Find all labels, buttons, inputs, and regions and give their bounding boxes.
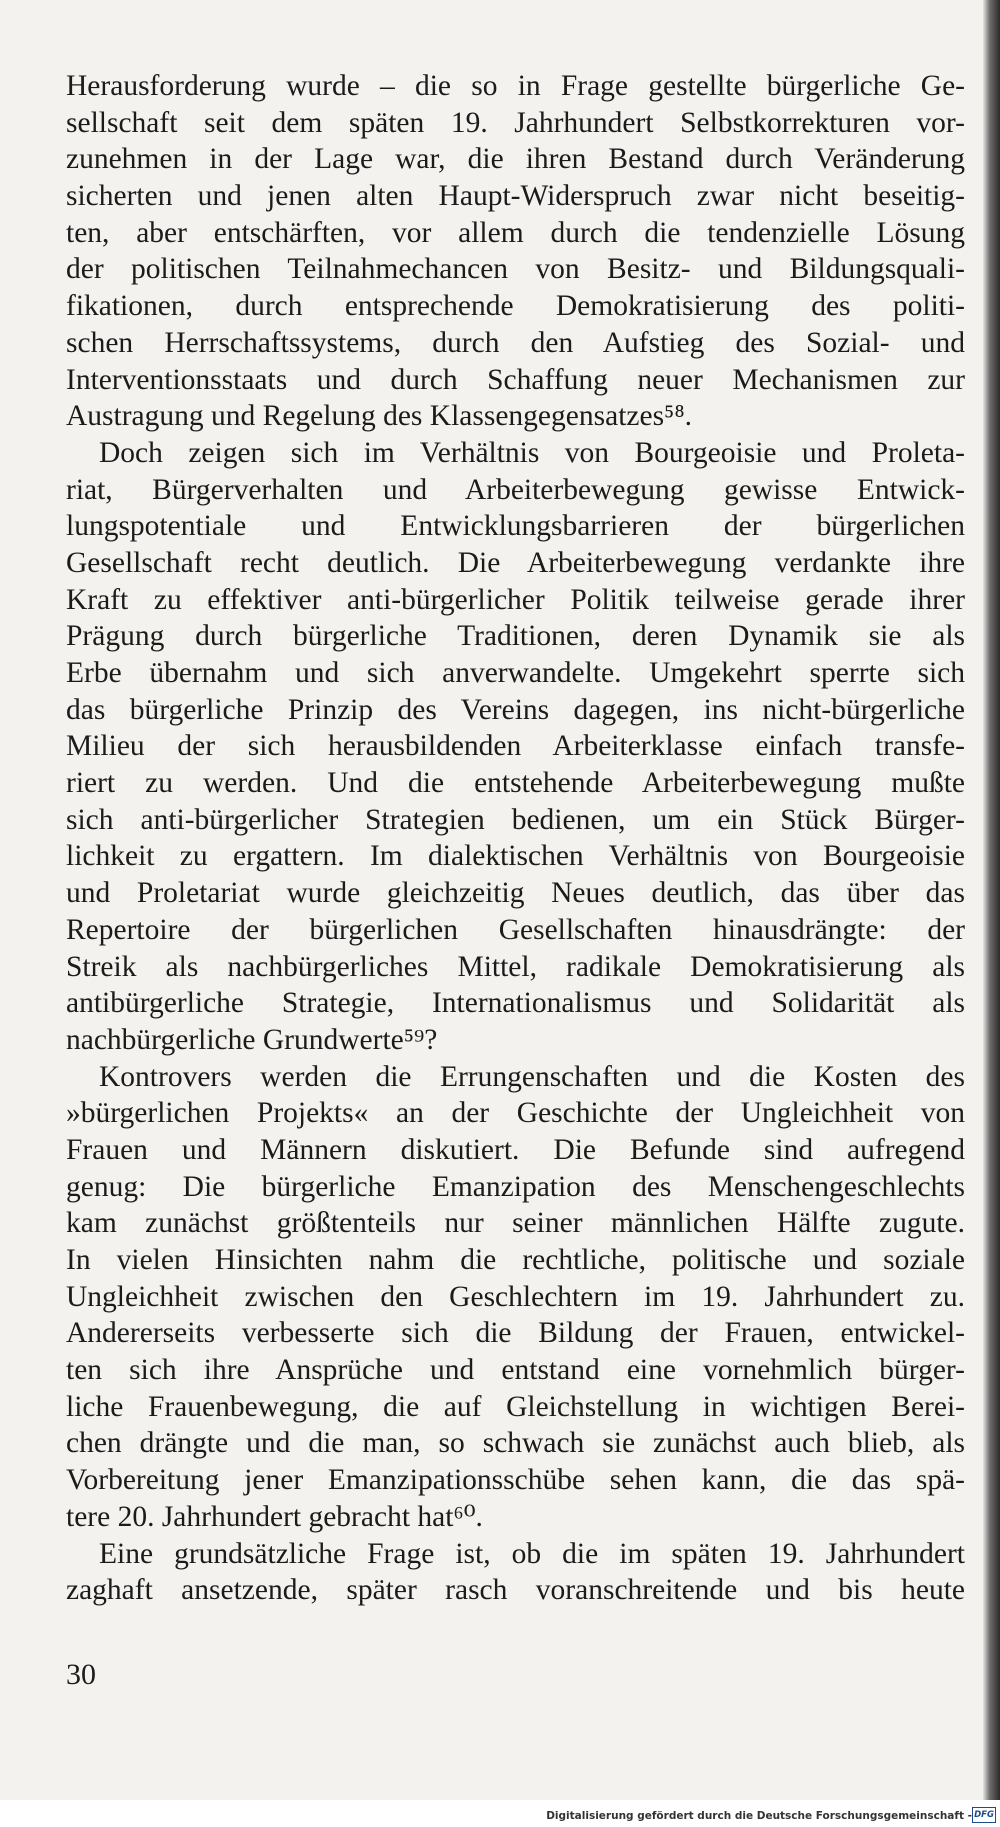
text-line: Prägung durch bürgerliche Traditionen, deren Dynamik sie als xyxy=(66,620,965,653)
paragraph-start-line: Doch zeigen sich im Verhältnis von Bourgeoisie und Proleta- xyxy=(99,436,965,469)
digitization-credit: Digitalisierung gefördert durch die Deutsche Forschungsgemeinschaft - xyxy=(546,1810,972,1822)
text-line: ten sich ihre Ansprüche und entstand eine vornehmlich bürger- xyxy=(66,1354,965,1387)
text-line: riert zu werden. Und die entstehende Arbeiterbewegung mußte xyxy=(66,767,965,800)
paragraph-end-line: Austragung und Regelung des Klassengegensatzes⁵⁸. xyxy=(66,400,692,433)
text-line: sich anti-bürgerlicher Strategien bedienen, um ein Stück Bürger- xyxy=(66,803,965,836)
text-line: Kraft zu effektiver anti-bürgerlicher Politik teilweise gerade ihrer xyxy=(66,583,965,616)
text-line: und Proletariat wurde gleichzeitig Neues deutlich, das über das xyxy=(66,877,965,910)
text-line: In vielen Hinsichten nahm die rechtliche, politische und soziale xyxy=(66,1244,965,1276)
text-line: Herausforderung wurde – die so in Frage gestellte bürgerliche Ge- xyxy=(66,70,965,102)
text-line: kam zunächst größtenteils nur seiner männlichen Hälfte zugute. xyxy=(66,1207,965,1240)
text-line: der politischen Teilnahmechancen von Besitz- und Bildungsquali- xyxy=(66,253,965,286)
page-number: 30 xyxy=(66,1658,96,1691)
paragraph-end-line: nachbürgerliche Grundwerte⁵⁹? xyxy=(66,1023,438,1056)
dfg-logo-icon: DFG xyxy=(972,1807,996,1823)
text-line: genug: Die bürgerliche Emanzipation des Menschengeschlechts xyxy=(66,1170,965,1203)
text-line: Frauen und Männern diskutiert. Die Befunde sind aufregend xyxy=(66,1133,965,1166)
text-line: Andererseits verbesserte sich die Bildung der Frauen, entwickel- xyxy=(66,1317,965,1350)
paragraph-end-line: tere 20. Jahrhundert gebracht hat⁶⁰. xyxy=(66,1500,483,1533)
text-line: Streik als nachbürgerliches Mittel, radikale Demokratisierung als xyxy=(66,950,965,983)
paragraph-start-line: Eine grundsätzliche Frage ist, ob die im späten 19. Jahrhundert xyxy=(99,1537,965,1570)
text-line: Repertoire der bürgerlichen Gesellschaften hinausdrängte: der xyxy=(66,913,965,946)
text-line: antibürgerliche Strategie, Internationalismus und Solidarität als xyxy=(66,987,965,1020)
text-line: ten, aber entschärften, vor allem durch die tendenzielle Lösung xyxy=(66,216,965,249)
text-line: Milieu der sich herausbildenden Arbeiterklasse einfach transfe- xyxy=(66,730,965,763)
text-line: Interventionsstaats und durch Schaffung neuer Mechanismen zur xyxy=(66,363,965,396)
page-edge-shadow xyxy=(983,0,1000,1800)
text-line: »bürgerlichen Projekts« an der Geschichte der Ungleichheit von xyxy=(66,1097,965,1130)
text-line: lichkeit zu ergattern. Im dialektischen Verhältnis von Bourgeoisie xyxy=(66,840,965,873)
text-line: schen Herrschaftssystems, durch den Aufstieg des Sozial- und xyxy=(66,326,965,359)
body-text xyxy=(66,68,965,1609)
text-line: liche Frauenbewegung, die auf Gleichstellung in wichtigen Berei- xyxy=(66,1390,965,1423)
paragraph-start-line: Kontrovers werden die Errungenschaften und die Kosten des xyxy=(99,1060,965,1093)
text-line: das bürgerliche Prinzip des Vereins dagegen, ins nicht-bürgerliche xyxy=(66,693,965,726)
text-line: Erbe übernahm und sich anverwandelte. Umgekehrt sperrte sich xyxy=(66,657,965,689)
text-line: Gesellschaft recht deutlich. Die Arbeiterbewegung verdankte ihre xyxy=(66,546,965,579)
text-line: zunehmen in der Lage war, die ihren Bestand durch Veränderung xyxy=(66,143,965,176)
text-line: fikationen, durch entsprechende Demokratisierung des politi- xyxy=(66,290,965,323)
text-line: Vorbereitung jener Emanzipationsschübe sehen kann, die das spä- xyxy=(66,1464,965,1497)
text-line: Ungleichheit zwischen den Geschlechtern im 19. Jahrhundert zu. xyxy=(66,1280,965,1313)
text-line: zaghaft ansetzende, später rasch voranschreitende und bis heute xyxy=(66,1574,965,1607)
text-line: lungspotentiale und Entwicklungsbarrieren der bürgerlichen xyxy=(66,510,965,543)
text-line: sellschaft seit dem späten 19. Jahrhundert Selbstkorrekturen vor- xyxy=(66,106,965,139)
text-line: chen drängte und die man, so schwach sie zunächst auch blieb, als xyxy=(66,1427,965,1460)
text-line: sicherten und jenen alten Haupt-Widerspruch zwar nicht beseitig- xyxy=(66,180,965,213)
text-line: riat, Bürgerverhalten und Arbeiterbewegung gewisse Entwick- xyxy=(66,473,965,506)
